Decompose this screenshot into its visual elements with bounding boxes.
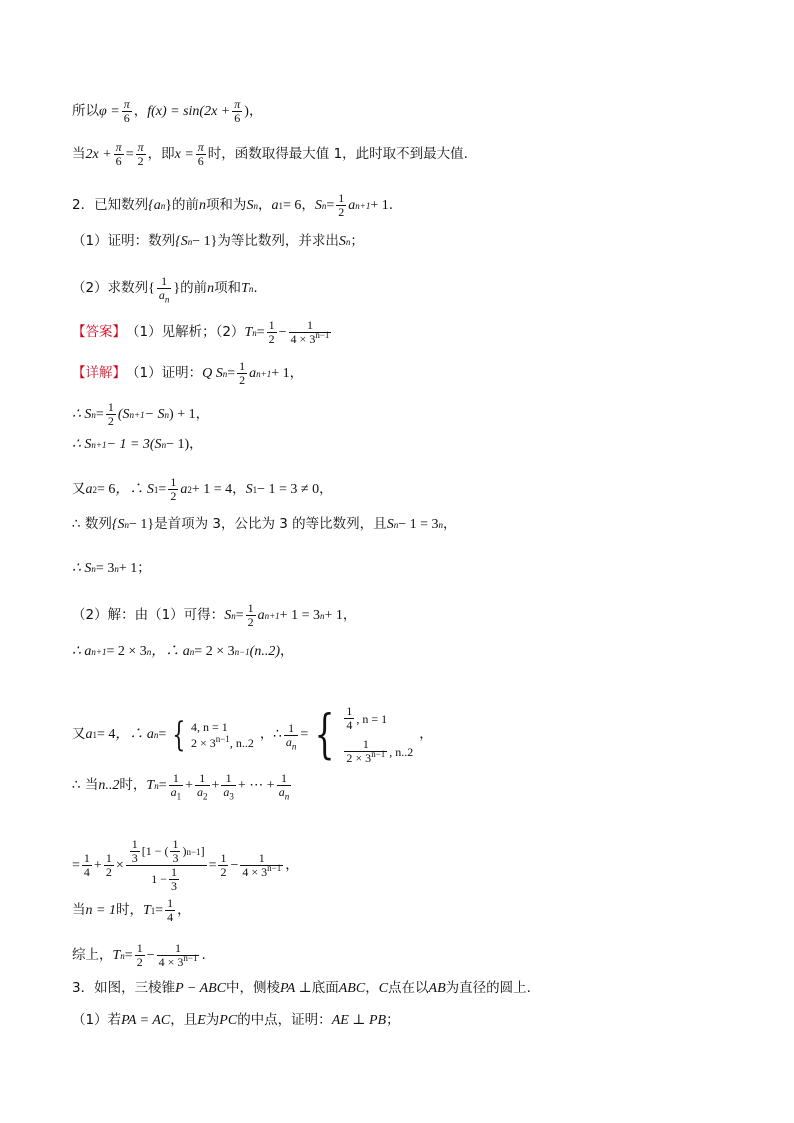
text: ，: [195, 405, 210, 422]
fraction: $\frac{1}{4}$: [83, 851, 90, 879]
problem-3-q1: [72, 1014, 400, 1028]
problem-3-title: [72, 982, 531, 996]
step-3: 又 a 2 = 6 ，∴ S 1 = $\frac{1}{2}$ a 2 + 1 = 4 ， S 1 − 1 = 3 ≠ 0 ，: [72, 475, 333, 503]
math: S: [314, 197, 322, 213]
text: 综上，: [72, 946, 113, 963]
math: n: [207, 280, 215, 296]
math: S: [246, 197, 254, 213]
math: = 2 × 3: [194, 644, 235, 659]
fraction: $\frac{1}{4 \times 3^{n-1}}$: [242, 851, 282, 879]
math: T: [244, 324, 253, 340]
math: ABC: [338, 981, 366, 996]
math: = 3: [95, 561, 115, 576]
text: ，∴: [259, 726, 282, 743]
text: 所以: [72, 102, 99, 119]
text: 为等比数列，并求出: [217, 233, 339, 250]
math: ) + 1: [169, 406, 196, 422]
math: C: [378, 981, 389, 996]
math: PA ⊥: [280, 981, 312, 996]
text: ，: [248, 102, 263, 119]
math: (n..2): [249, 644, 280, 659]
math: φ =: [99, 103, 120, 119]
text: ；: [386, 1012, 400, 1029]
math: ∴ a: [72, 644, 92, 659]
math: ∴ S: [72, 437, 92, 452]
math: − 1 = 3 ≠ 0: [257, 481, 320, 497]
math: =: [256, 324, 265, 340]
math: }: [165, 197, 172, 213]
big-fraction: $\frac{1}{3}$ [1 − ( $\frac{1}{3}$ ) n−1 ] 1 − $\frac{1}{3}$: [126, 838, 207, 893]
problem-2-title: 2．已知数列 {a n } 的前 n 项和为 S n ， a 1 = 6 ， S n = $\frac{1}{2}$ a n+1 + 1 .: [72, 191, 394, 219]
text: ，: [133, 102, 148, 119]
text: 当: [72, 145, 86, 162]
text: 2．已知数列: [72, 196, 149, 213]
math: P − ABC: [175, 981, 227, 996]
fraction: $\frac{1}{a_2}$: [197, 771, 208, 802]
math: n = 1: [85, 902, 116, 918]
math: ×: [115, 857, 124, 873]
math: f(x) = sin(2x +: [147, 103, 231, 119]
math: Q S: [202, 365, 223, 381]
math: =: [227, 365, 236, 381]
text: ，: [289, 364, 304, 381]
math: {S: [111, 517, 125, 532]
math: ，∴ S: [115, 481, 154, 497]
math: =: [300, 727, 309, 742]
fraction: $\frac{1}{2}$: [338, 191, 345, 219]
question-1: （1）证明：数列 {S n − 1} 为等比数列，并求出 S n ；: [72, 233, 364, 250]
math: 2x +: [85, 146, 112, 162]
fraction: $\frac{\pi}{6}$: [197, 140, 204, 168]
math: a: [180, 481, 188, 497]
math: −: [146, 947, 155, 963]
text: 时，函数取得最大值 1，此时取不到最大值.: [207, 145, 468, 162]
math: T: [112, 947, 121, 963]
math: =: [158, 727, 167, 742]
question-2: （2）求数列 { $\frac{1}{a_n}$ } 的前 n 项和 T n .: [72, 274, 258, 305]
text: 又: [72, 726, 86, 743]
line-1: [72, 98, 262, 125]
math: a: [257, 607, 265, 623]
math: =: [208, 857, 217, 873]
math: = 4: [97, 727, 116, 742]
answer-tag: 【答案】: [72, 323, 126, 340]
math: =: [326, 197, 335, 213]
text: 时，: [119, 776, 147, 793]
math: ∴ S: [72, 561, 92, 576]
math: = 2 × 3: [106, 644, 147, 659]
fraction: $\frac{1}{2}$: [170, 475, 177, 503]
math: = 6: [97, 481, 116, 497]
text: .: [201, 946, 206, 963]
math: AE ⊥ PB: [331, 1013, 387, 1028]
text: ，: [442, 516, 457, 533]
math: =: [158, 777, 167, 793]
math: S: [245, 481, 253, 497]
text: 为: [205, 1012, 220, 1029]
text: ；: [137, 560, 151, 577]
math: a: [249, 365, 257, 381]
math: −: [278, 324, 287, 340]
math: {a: [148, 197, 161, 213]
fraction: $\frac{1}{4 \times 3^{n-1}}$: [158, 941, 198, 969]
fraction: $\frac{1}{a_n}$: [158, 274, 170, 305]
math: + 1: [271, 365, 290, 381]
text: 项和: [214, 279, 242, 296]
math: a: [271, 197, 279, 213]
text: 又: [72, 480, 86, 497]
math: = 6: [282, 197, 302, 213]
math: − 1 = 3(S: [106, 437, 162, 452]
fraction: $\frac{\pi}{6}$: [123, 97, 130, 125]
math: + 1 = 3: [279, 607, 320, 623]
text: ，: [285, 856, 299, 873]
case-1: 4, n = 1: [190, 720, 228, 734]
math: T: [146, 777, 155, 793]
text: （1）若: [72, 1012, 122, 1029]
text: 时，: [115, 901, 143, 918]
step-4: ∴ 数列 {S n − 1} 是首项为 3，公比为 3 的等比数列，且 S n − 1 = 3 n ，: [72, 516, 457, 533]
math: =: [95, 406, 104, 422]
math: =: [158, 481, 167, 497]
math: − S: [144, 406, 165, 422]
math: =: [125, 146, 134, 162]
math: + 1: [324, 607, 343, 623]
text: 的前: [171, 196, 199, 213]
case-1: $\frac{1}{4}$ , n = 1: [346, 704, 388, 732]
math: − 1): [166, 437, 190, 452]
text: ∴ 当: [72, 776, 99, 793]
math: ，∴ a: [151, 644, 190, 659]
step-2: ∴ S n+1 − 1 = 3(S n − 1) ，: [72, 436, 203, 453]
text: ∴ 数列: [72, 516, 112, 533]
math: }: [173, 280, 181, 296]
text: （1）见解析；（2）: [126, 323, 245, 340]
math: a: [85, 727, 93, 742]
fraction: $\frac{1}{a_3}$: [223, 771, 234, 802]
answer-line: 【答案】 （1）见解析；（2） T n = $\frac{1}{2}$ − $\frac{1}{4 \times 3^{n-1}}$: [72, 318, 330, 346]
math: +: [211, 777, 220, 793]
text: ，: [301, 196, 315, 213]
fraction: $\frac{1}{2}$: [136, 941, 143, 969]
fraction: $\frac{\pi}{2}$: [137, 140, 144, 168]
text: ；: [350, 233, 364, 250]
step-1: ∴ S n = $\frac{1}{2}$ (S n+1 − S n ) + 1 ，: [72, 400, 210, 428]
step-7: ∴ a n+1 = 2 × 3 n ，∴ a n = 2 × 3 n−1 (n..2) ，: [72, 643, 294, 660]
math: x =: [174, 146, 194, 162]
piecewise-a: { 4, n = 1 $2 \times 3^{n-1}$, n..2: [172, 715, 254, 755]
math: =: [155, 902, 164, 918]
math: T: [142, 902, 151, 918]
detail-tag: 【详解】: [72, 364, 126, 381]
text: 底面: [311, 980, 339, 997]
case-2: $\frac{1}{2 \times 3^{n-1}}$ , n..2: [346, 737, 414, 765]
math: ): [244, 103, 249, 119]
text: ，: [419, 726, 433, 743]
fraction: $\frac{1}{2}$: [239, 359, 246, 387]
math: =: [235, 607, 244, 623]
math: + ⋯ +: [237, 777, 275, 793]
text: ，: [177, 901, 191, 918]
text: （2）解：由（1）可得：: [72, 606, 225, 623]
text: ，: [365, 980, 379, 997]
fraction: $\frac{1}{2}$: [105, 851, 112, 879]
fraction: $\frac{\pi}{6}$: [234, 97, 241, 125]
math: E: [197, 1013, 206, 1028]
step-9: ∴ 当 n..2 时， T n = $\frac{1}{a_1}$ + $\frac{1}{a_2}$ + $\frac{1}{a_3}$ + ⋯ + $\frac{1}{a_n}$: [72, 771, 290, 802]
fraction: $\frac{\pi}{6}$: [115, 140, 122, 168]
math: ，∴ a: [115, 727, 154, 742]
step-6: （2）解：由（1）可得： S n = $\frac{1}{2}$ a n+1 + 1 = 3 n + 1 ，: [72, 601, 357, 629]
math: n..2: [98, 777, 120, 793]
math: a: [348, 197, 356, 213]
math: + 1: [370, 197, 389, 213]
fraction: $\frac{1}{2}$: [107, 400, 114, 428]
step-5: ∴ S n = 3 n + 1 ；: [72, 560, 151, 577]
text: 3．如图，三棱锥: [72, 980, 176, 997]
math: a: [85, 481, 93, 497]
math: PC: [219, 1013, 238, 1028]
step-8: 又 a 1 = 4 ，∴ a n = { 4, n = 1 $2 \times 3^{n-1}$, n..2 ，∴ $\frac{1}{a_n}$ = { $\frac{1}{4}$ , n = 1 $\frac{1}{2 \times 3^{n-1}}$ , n..2 ，: [72, 704, 433, 765]
text: ，: [189, 436, 203, 453]
fraction: $\frac{1}{2}$: [220, 851, 227, 879]
text: ，即: [147, 145, 175, 162]
step-10: [72, 838, 299, 893]
fraction: $\frac{1}{a_n}$: [285, 720, 297, 751]
text: .: [388, 196, 394, 213]
text: （1）证明：: [126, 364, 203, 381]
math: S: [338, 234, 346, 249]
step-11: 当 n = 1 时， T 1 = $\frac{1}{4}$ ，: [72, 896, 191, 924]
math: T: [241, 280, 249, 296]
text: 的前: [180, 279, 208, 296]
math: S: [386, 517, 394, 532]
math: + 1 = 4: [191, 481, 233, 497]
text: ，: [232, 480, 246, 497]
text: （1）证明：数列: [72, 233, 176, 250]
text: 是首项为 3，公比为 3 的等比数列，且: [154, 516, 387, 533]
math: − 1}: [129, 517, 155, 532]
math: −: [230, 857, 239, 873]
text: .: [253, 279, 258, 296]
fraction: $\frac{1}{a_n}$: [278, 771, 290, 802]
text: ，: [342, 606, 357, 623]
text: 项和为: [205, 196, 247, 213]
math: AB: [428, 981, 446, 996]
math: +: [185, 777, 193, 793]
text: 当: [72, 901, 86, 918]
math: S: [224, 607, 232, 623]
math: − 1}: [192, 234, 218, 249]
case-2: $2 \times 3^{n-1}$, n..2: [190, 734, 254, 750]
fraction: $\frac{1}{4 \times 3^{n-1}}$: [290, 318, 330, 346]
fraction: $\frac{1}{2}$: [268, 318, 275, 346]
text: 为直径的圆上.: [445, 980, 531, 997]
math: ∴ S: [72, 406, 92, 422]
math: − 1 = 3: [398, 517, 439, 532]
text: ，: [319, 480, 333, 497]
math: =: [72, 857, 80, 873]
detail-line-1: 【详解】 （1）证明： Q S n = $\frac{1}{2}$ a n+1 + 1 ，: [72, 359, 304, 387]
math: n: [198, 197, 206, 213]
math: + 1: [118, 561, 138, 576]
math: +: [93, 857, 102, 873]
math: (S: [117, 406, 130, 422]
math: PA = AC: [121, 1013, 171, 1028]
piecewise-b: { $\frac{1}{4}$ , n = 1 $\frac{1}{2 \times 3^{n-1}}$ , n..2: [314, 704, 414, 765]
text: 的中点，证明：: [237, 1012, 332, 1029]
fraction: $\frac{1}{a_1}$: [170, 771, 182, 802]
text: ，: [280, 643, 294, 660]
line-2: [72, 141, 468, 168]
text: ，且: [170, 1012, 198, 1029]
text: ，: [257, 196, 272, 213]
text: （2）求数列: [72, 279, 149, 296]
math: {: [148, 280, 155, 296]
fraction: $\frac{1}{2}$: [247, 601, 254, 629]
fraction: $\frac{1}{4}$: [167, 896, 174, 924]
step-12: 综上， T n = $\frac{1}{2}$ − $\frac{1}{4 \times 3^{n-1}}$ .: [72, 941, 206, 969]
math: =: [124, 947, 133, 963]
text: 点在以: [388, 980, 429, 997]
math: {S: [175, 234, 188, 249]
text: 中，侧棱: [226, 980, 281, 997]
